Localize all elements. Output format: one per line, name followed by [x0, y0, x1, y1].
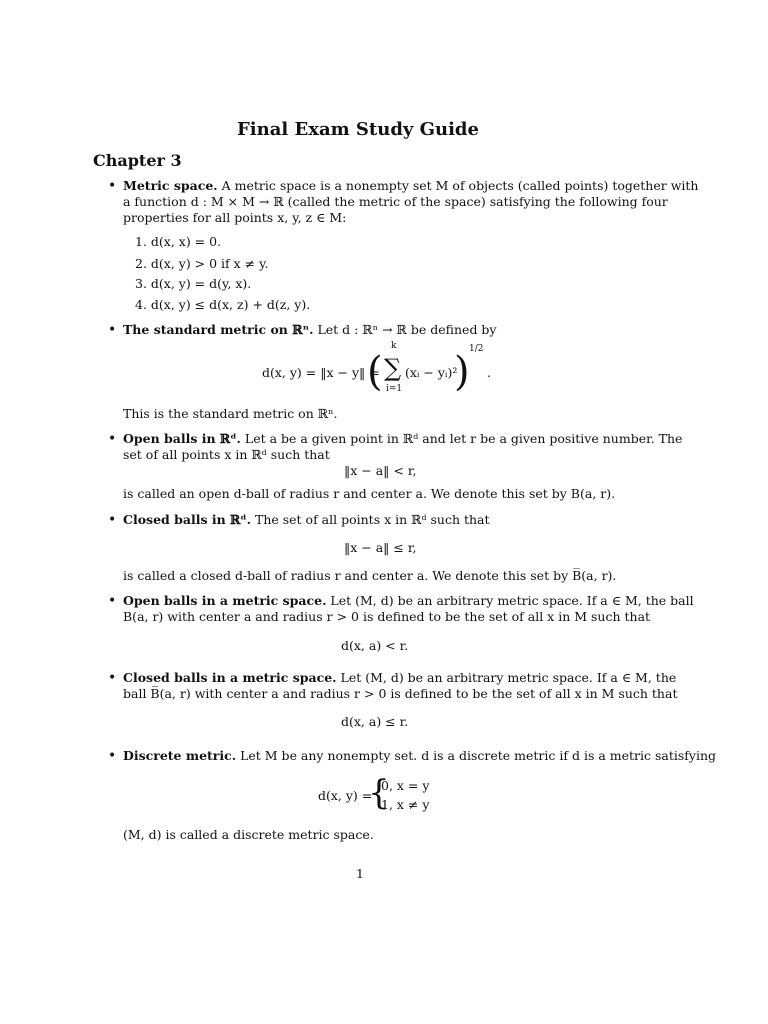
closed-balls-metric-line2: ball B̅(a, r) with center a and radius r > 0 is defined to be the set of all x in M such that — [123, 686, 678, 701]
sum-upper-limit: k — [391, 341, 397, 351]
open-balls-rd-text1: Let a be a given point in ℝᵈ and let r be a given positive number. The — [244, 431, 683, 446]
property-1: 1. d(x, x) = 0. — [135, 234, 222, 249]
discrete-metric-text1: Let M be any nonempty set. d is a discrete metric if d is a metric satisfying — [240, 748, 717, 763]
open-balls-rd-line2: set of all points x in ℝᵈ such that — [123, 447, 330, 462]
page-number: 1 — [356, 866, 364, 881]
chapter-heading: Chapter 3 — [93, 151, 182, 170]
bullet-standard-metric: • — [108, 322, 117, 338]
discrete-metric-eq-lhs: d(x, y) = — [318, 788, 373, 803]
standard-metric-line — [123, 322, 496, 338]
closed-balls-rd-line1 — [123, 512, 490, 528]
sum-symbol: ∑ — [384, 354, 402, 382]
closed-balls-rd-text1: The set of all points x in ℝᵈ such that — [254, 512, 490, 527]
exponent: 1/2 — [469, 344, 484, 354]
open-balls-metric-line1 — [123, 593, 694, 609]
discrete-case-1: 0, x = y — [381, 778, 430, 793]
open-balls-metric-equation: d(x, a) < r. — [341, 638, 409, 653]
open-balls-metric-heading: Open balls in a metric space. — [123, 593, 327, 608]
open-balls-metric-line2: B(a, r) with center a and radius r > 0 is defined to be the set of all x in M such that — [123, 609, 651, 624]
left-brace: { — [368, 773, 390, 813]
bullet-metric-space: • — [108, 178, 117, 194]
bullet-closed-balls-rd: • — [108, 512, 117, 528]
metric-space-line1 — [123, 178, 698, 194]
closed-balls-metric-line1 — [123, 670, 676, 686]
bullet-closed-balls-metric: • — [108, 670, 117, 686]
metric-space-text1: A metric space is a nonempty set M of objects (called points) together with — [221, 178, 699, 193]
standard-metric-note: This is the standard metric on ℝⁿ. — [123, 406, 338, 421]
property-4: 4. d(x, y) ≤ d(x, z) + d(z, y). — [135, 297, 311, 312]
standard-metric-heading: The standard metric on ℝⁿ. — [123, 322, 314, 337]
metric-space-line2: a function d : M × M → ℝ (called the metric of the space) satisfying the following four — [123, 194, 668, 209]
discrete-metric-heading: Discrete metric. — [123, 748, 237, 763]
closed-balls-rd-line2: is called a closed d-ball of radius r and center a. We denote this set by B̅(a, r). — [123, 568, 617, 583]
closed-balls-metric-text1: Let (M, d) be an arbitrary metric space. If a ∈ M, the — [340, 670, 677, 685]
bullet-open-balls-rd: • — [108, 431, 117, 447]
sum-lower-limit: i=1 — [386, 384, 403, 394]
open-balls-rd-line3: is called an open d-ball of radius r and center a. We denote this set by B(a, r). — [123, 486, 616, 501]
discrete-case-2: 1, x ≠ y — [381, 797, 430, 812]
page-title: Final Exam Study Guide — [237, 119, 479, 140]
bullet-open-balls-metric: • — [108, 593, 117, 609]
closed-balls-rd-heading: Closed balls in ℝᵈ. — [123, 512, 251, 527]
right-paren: ) — [454, 349, 470, 395]
closed-balls-rd-equation: ‖x − a‖ ≤ r, — [344, 540, 417, 555]
discrete-metric-line1 — [123, 748, 716, 764]
discrete-metric-note: (M, d) is called a discrete metric space. — [123, 827, 374, 842]
metric-space-heading: Metric space. — [123, 178, 218, 193]
metric-space-line3: properties for all points x, y, z ∈ M: — [123, 210, 347, 225]
bullet-discrete-metric: • — [108, 748, 117, 764]
open-balls-rd-equation: ‖x − a‖ < r, — [344, 463, 417, 478]
sum-body: (xᵢ − yᵢ)² — [405, 365, 458, 380]
open-balls-metric-text1: Let (M, d) be an arbitrary metric space. If a ∈ M, the ball — [330, 593, 694, 608]
closed-balls-metric-equation: d(x, a) ≤ r. — [341, 714, 409, 729]
eq-period: . — [487, 365, 491, 380]
standard-metric-eq-lhs: d(x, y) = ‖x − y‖ = — [262, 365, 380, 380]
standard-metric-intro: Let d : ℝⁿ → ℝ be defined by — [317, 322, 497, 337]
open-balls-rd-heading: Open balls in ℝᵈ. — [123, 431, 241, 446]
property-3: 3. d(x, y) = d(y, x). — [135, 276, 252, 291]
closed-balls-metric-heading: Closed balls in a metric space. — [123, 670, 337, 685]
left-paren: ( — [367, 349, 383, 395]
open-balls-rd-line1 — [123, 431, 682, 447]
property-2: 2. d(x, y) > 0 if x ≠ y. — [135, 256, 269, 271]
